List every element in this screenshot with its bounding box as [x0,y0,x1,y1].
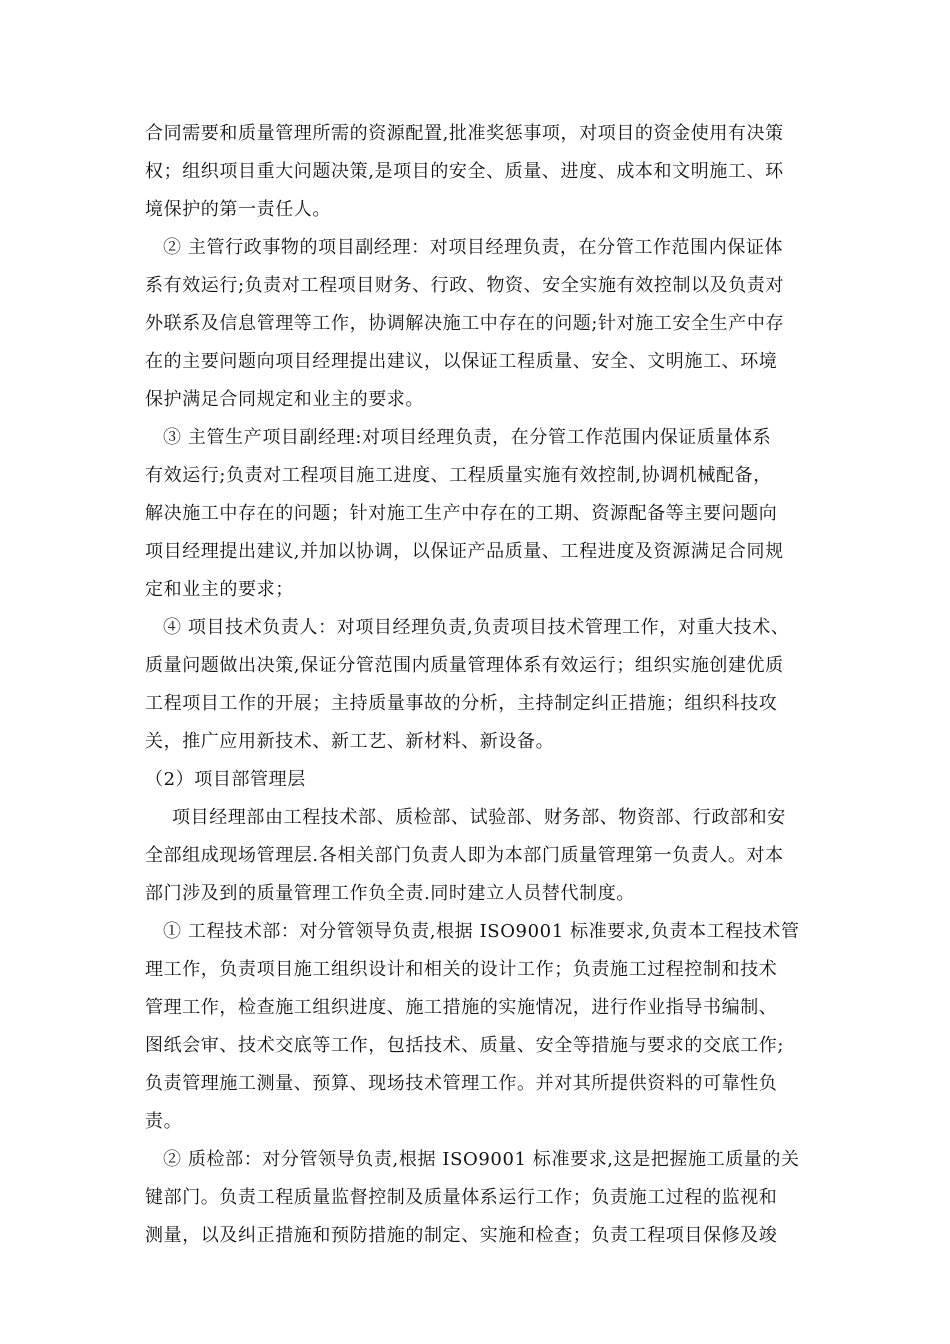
text-line: 部门涉及到的质量管理工作负全责.同时建立人员替代制度。 [145,883,635,904]
text-line: 全部组成现场管理层.各相关部门负责人即为本部门质量管理第一负责人。对本 [145,845,784,866]
text-line: 境保护的第一责任人。 [145,199,331,220]
text-line: ③ 主管生产项目副经理:对项目经理负责，在分管工作范围内保证质量体系 [163,427,772,448]
section-heading: （2）项目部管理层 [145,769,306,790]
text-line: 项目经理提出建议,并加以协调，以保证产品质量、工程进度及资源满足合同规 [145,541,784,562]
text-line: 责。 [145,1111,183,1132]
text-line: 外联系及信息管理等工作，协调解决施工中存在的问题;针对施工安全生产中存 [145,313,785,334]
text-line: 测量，以及纠正措施和预防措施的制定、实施和检查；负责工程项目保修及竣 [145,1225,778,1246]
text-line: 工程项目工作的开展；主持质量事故的分析，主持制定纠正措施；组织科技攻 [145,693,778,714]
text-line: 权；组织项目重大问题决策,是项目的安全、质量、进度、成本和文明施工、环 [145,161,784,182]
text-line: 负责管理施工测量、预算、现场技术管理工作。并对其所提供资料的可靠性负 [145,1073,778,1094]
text-line: 项目经理部由工程技术部、质检部、试验部、财务部、物资部、行政部和安 [172,807,786,828]
text-line: 关，推广应用新技术、新工艺、新材料、新设备。 [145,731,555,752]
text-line: 合同需要和质量管理所需的资源配置,批准奖惩事项，对项目的资金使用有决策 [145,123,784,144]
text-line: 有效运行;负责对工程项目施工进度、工程质量实施有效控制,协调机械配备， [145,465,772,486]
text-line: 质量问题做出决策,保证分管范围内质量管理体系有效运行；组织实施创建优质 [145,655,784,676]
text-line: 理工作，负责项目施工组织设计和相关的设计工作；负责施工过程控制和技术 [145,959,778,980]
text-line: 保护满足合同规定和业主的要求。 [145,389,424,410]
text-line: ② 质检部：对分管领导负责,根据 ISO9001 标准要求,这是把握施工质量的关 [163,1149,800,1170]
text-line: ② 主管行政事物的项目副经理：对项目经理负责，在分管工作范围内保证体 [163,237,784,258]
text-line: 管理工作，检查施工组织进度、施工措施的实施情况，进行作业指导书编制、 [145,997,778,1018]
text-line: 定和业主的要求； [145,579,294,600]
text-line: 图纸会审、技术交底等工作，包括技术、质量、安全等措施与要求的交底工作; [145,1035,785,1056]
text-line: ① 工程技术部：对分管领导负责,根据 ISO9001 标准要求,负责本工程技术管 [163,921,800,942]
text-line: 键部门。负责工程质量监督控制及质量体系运行工作；负责施工过程的监视和 [145,1187,778,1208]
text-line: 解决施工中存在的问题；针对施工生产中存在的工期、资源配备等主要问题向 [145,503,778,524]
text-line: 系有效运行;负责对工程项目财务、行政、物资、安全实施有效控制以及负责对 [145,275,785,296]
text-line: ④ 项目技术负责人：对项目经理负责,负责项目技术管理工作，对重大技术、 [163,617,790,638]
text-line: 在的主要问题向项目经理提出建议，以保证工程质量、安全、文明施工、环境 [145,351,778,372]
